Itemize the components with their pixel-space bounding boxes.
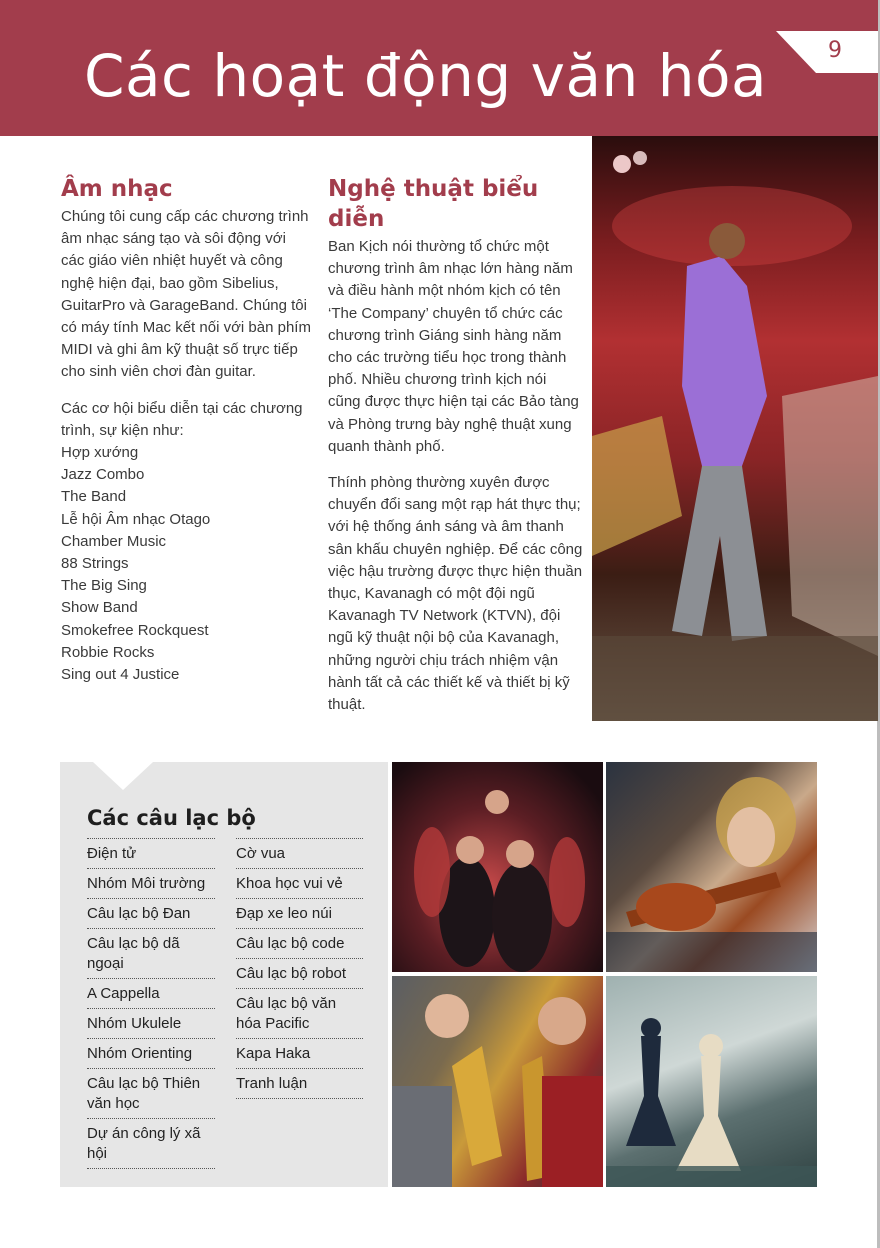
list-item: Câu lạc bộ Đan: [87, 898, 215, 928]
list-item: Show Band: [61, 599, 138, 617]
performing-arts-section: [328, 174, 583, 716]
arts-paragraph-2: Thính phòng thường xuyên được chuyển đổi sang một rạp hát thực thụ; với hệ thống ánh sáng và âm thanh sân khấu chuyên nghiệp. Để các công việc hậu trường được thực hiện thuần thục, Kavanagh có một đội ngũ Kavanagh TV Network (KTVN), đội ngũ kỹ thuật nội bộ của Kavanagh, những người chịu trách nhiệm vận hành tất cả các thiết kế và thiết bị kỹ thuật.: [328, 474, 583, 714]
list-item: Robbie Rocks: [61, 643, 155, 661]
events-heading: Các cơ hội biểu diễn tại các chương trình, sự kiện như:: [61, 399, 303, 439]
list-item: Sing out 4 Justice: [61, 666, 180, 684]
page-number-tab: [776, 31, 878, 73]
clubs-title: Các câu lạc bộ: [87, 806, 256, 830]
clubs-list-left: [87, 838, 215, 1169]
saxophone-students-photo: [392, 976, 603, 1187]
music-section: [61, 174, 311, 686]
list-item: Câu lạc bộ robot: [236, 958, 363, 988]
stage-performance-photo: [592, 136, 878, 721]
list-item: The Big Sing: [61, 577, 147, 595]
drama-group-photo: [392, 762, 603, 972]
events-list: [61, 442, 311, 686]
list-item: Kapa Haka: [236, 1038, 363, 1068]
list-item: The Band: [61, 488, 127, 506]
clubs-list-right: [236, 838, 363, 1099]
chess-pieces-photo: [606, 976, 817, 1187]
arts-heading: Nghệ thuật biểu diễn: [328, 176, 539, 232]
list-item: Cờ vua: [236, 838, 363, 868]
music-intro: Chúng tôi cung cấp các chương trình âm nhạc sáng tạo và sôi động với các giáo viên nhiệt huyết và công nghệ hiện đại, bao gồm Sibelius, GuitarPro và GarageBand. Chúng tôi có máy tính Mac kết nối với bàn phím MIDI và ghi âm kỹ thuật số trực tiếp cho sinh viên chơi đàn guitar.: [61, 208, 311, 381]
list-item: Điện tử: [87, 838, 215, 868]
clubs-panel-notch: [93, 762, 153, 790]
list-item: A Cappella: [87, 978, 215, 1008]
list-item: Lễ hội Âm nhạc Otago: [61, 510, 211, 528]
list-item: Tranh luận: [236, 1068, 363, 1099]
arts-paragraph-1: Ban Kịch nói thường tổ chức một chương trình âm nhạc lớn hàng năm và điều hành một nhóm kịch có tên ‘The Company’ chuyên tổ chức các chương trình Giáng sinh hàng năm cho các trường tiểu học trong thành phố. Nhiều chương trình kịch nói cũng được thực hiện tại các Bảo tàng và Phòng trưng bày nghệ thuật xung quanh thành phố.: [328, 238, 579, 455]
page-number: 9: [828, 38, 842, 63]
list-item: Nhóm Orienting: [87, 1038, 215, 1068]
page-title: Các hoạt động văn hóa: [84, 42, 767, 110]
list-item: Dự án công lý xã hội: [87, 1118, 215, 1169]
page-header: [0, 0, 878, 136]
list-item: Chamber Music: [61, 532, 167, 550]
list-item: Nhóm Môi trường: [87, 868, 215, 898]
list-item: Nhóm Ukulele: [87, 1008, 215, 1038]
list-item: Câu lạc bộ Thiên văn học: [87, 1068, 215, 1118]
list-item: Khoa học vui vẻ: [236, 868, 363, 898]
list-item: Smokefree Rockquest: [61, 621, 209, 639]
list-item: Jazz Combo: [61, 466, 145, 484]
music-heading: Âm nhạc: [61, 176, 173, 202]
list-item: Câu lạc bộ code: [236, 928, 363, 958]
list-item: Hợp xướng: [61, 444, 139, 462]
list-item: Đạp xe leo núi: [236, 898, 363, 928]
violin-student-photo: [606, 762, 817, 972]
list-item: 88 Strings: [61, 555, 129, 573]
list-item: Câu lạc bộ văn hóa Pacific: [236, 988, 363, 1038]
list-item: Câu lạc bộ dã ngoại: [87, 928, 215, 978]
